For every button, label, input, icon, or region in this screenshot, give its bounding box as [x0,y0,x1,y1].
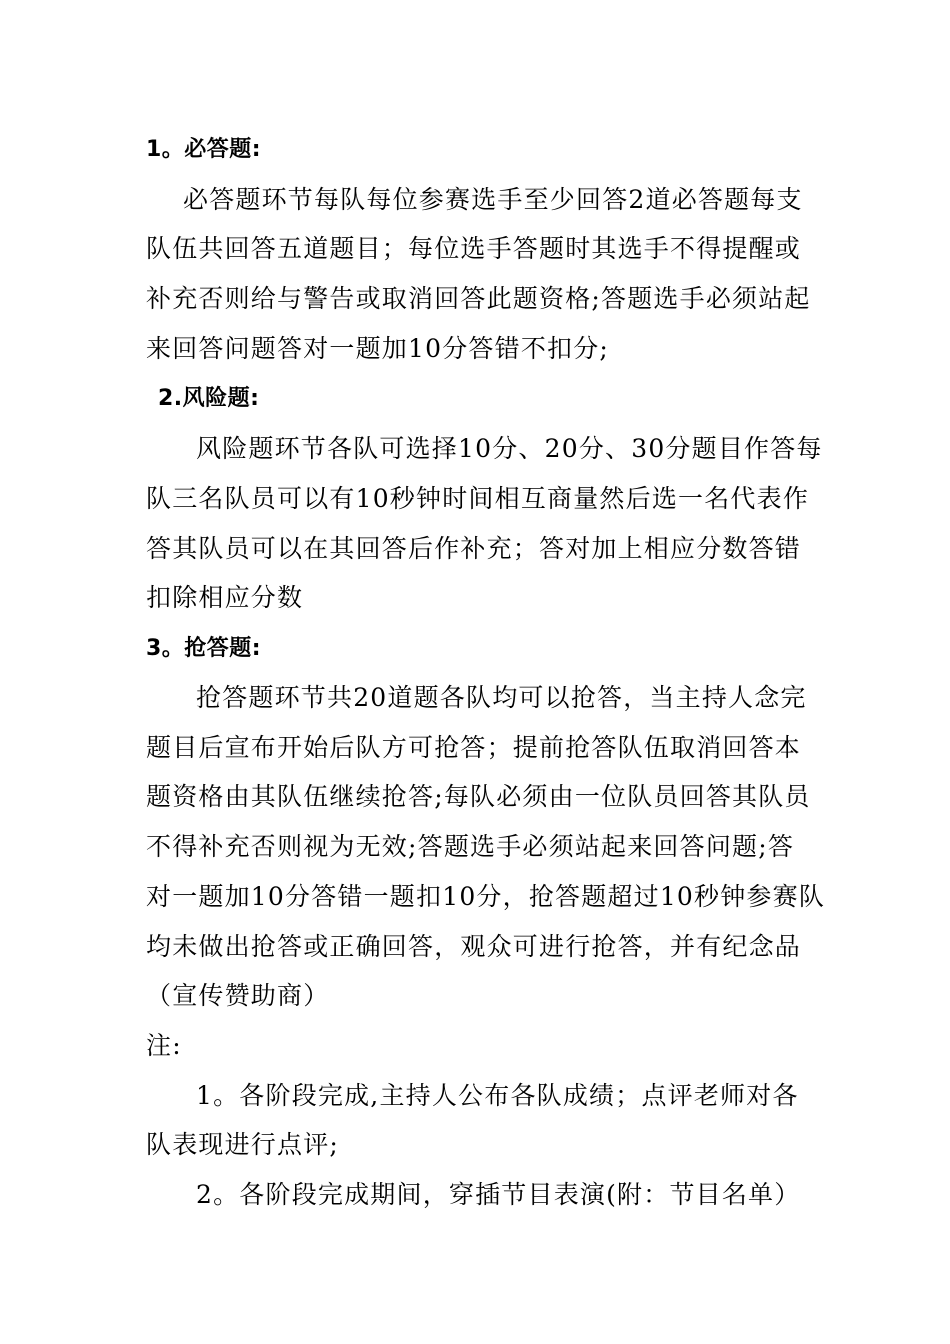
section-3-line-1: 抢答题环节共20道题各队均可以抢答，当主持人念完 [196,683,807,712]
section-2-heading: 2.风险题: [158,386,260,411]
section-1-line-1: 必答题环节每队每位参赛选手至少回答2道必答题每支 [183,185,803,214]
note-item-1-line-1: 1。各阶段完成,主持人公布各队成绩；点评老师对各 [196,1081,799,1110]
section-1-line-3: 补充否则给与警告或取消回答此题资格;答题选手必须站起 [146,284,811,313]
note-item-2-line-1: 2。各阶段完成期间，穿插节目表演(附：节目名单） [196,1180,801,1209]
section-2-line-1: 风险题环节各队可选择10分、20分、30分题目作答每 [196,434,823,463]
section-3-line-7: （宣传赞助商） [146,981,330,1010]
section-2-line-4: 扣除相应分数 [146,583,304,612]
section-3-line-5: 对一题加10分答错一题扣10分，抢答题超过10秒钟参赛队 [146,882,826,911]
note-label: 注: [146,1031,182,1060]
section-2-line-2: 队三名队员可以有10秒钟时间相互商量然后选一名代表作 [146,484,810,513]
note-item-1-line-2: 队表现进行点评; [146,1130,340,1159]
section-1-heading: 1。必答题: [146,137,262,162]
section-3-line-4: 不得补充否则视为无效;答题选手必须站起来回答问题;答 [146,832,795,861]
section-1-line-2: 队伍共回答五道题目；每位选手答题时其选手不得提醒或 [146,234,802,263]
section-1-line-4: 来回答问题答对一题加10分答错不扣分; [146,334,610,363]
section-3-line-2: 题目后宣布开始后队方可抢答；提前抢答队伍取消回答本 [146,733,802,762]
section-3-line-3: 题资格由其队伍继续抢答;每队必须由一位队员回答其队员 [146,782,811,811]
section-2-line-3: 答其队员可以在其回答后作补充；答对加上相应分数答错 [146,534,802,563]
section-3-heading: 3。抢答题: [146,636,262,661]
section-3-line-6: 均未做出抢答或正确回答，观众可进行抢答，并有纪念品 [146,932,802,961]
